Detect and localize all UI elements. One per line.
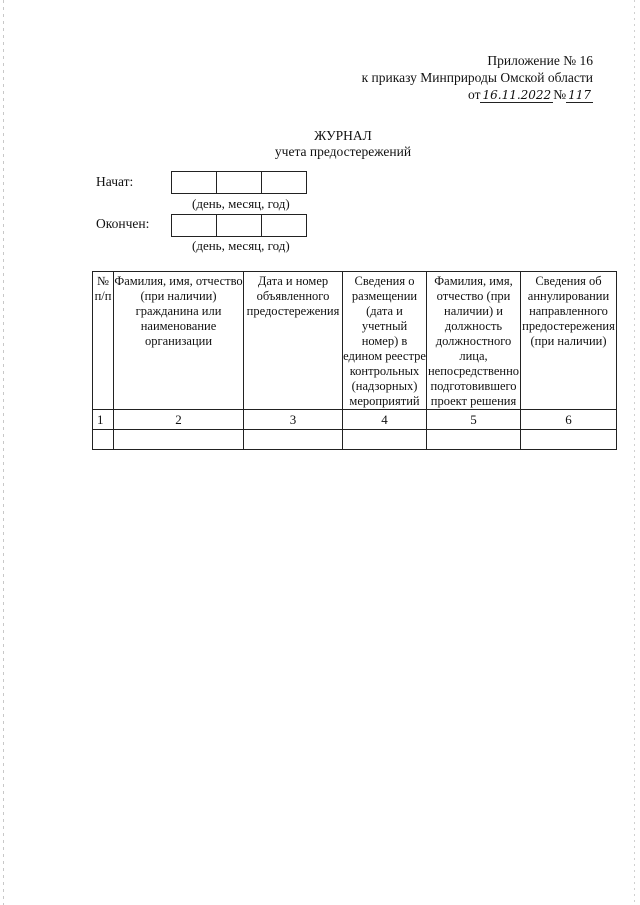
table-row	[93, 430, 617, 450]
finished-month-box[interactable]	[217, 215, 262, 236]
started-label: Начат:	[96, 174, 134, 189]
started-date-boxes	[171, 171, 307, 194]
column-number-4: 4	[343, 410, 427, 430]
column-number-5: 5	[427, 410, 521, 430]
table-header-row	[93, 272, 617, 410]
journal-title: ЖУРНАЛ	[314, 128, 372, 143]
appendix-number-sign: №	[553, 87, 567, 102]
appendix-order-ref: к приказу Минприроды Омской области	[361, 70, 593, 85]
empty-cell[interactable]	[521, 430, 617, 450]
empty-cell[interactable]	[427, 430, 521, 450]
handwritten-date: 16.11.2022	[482, 88, 552, 102]
empty-cell[interactable]	[93, 430, 114, 450]
journal-title-block	[0, 128, 640, 160]
header-official: Фамилия, имя, отчество (при наличии) и должность должностного лица, непосредственно подготовившего проект решения	[427, 272, 521, 410]
column-number-6: 6	[521, 410, 617, 430]
header-warning-date-number: Дата и номер объявленного предостережения	[244, 272, 343, 410]
header-number: № п/п	[93, 272, 114, 410]
header-full-name: Фамилия, имя, отчество (при наличии) гражданина или наименование организации	[114, 272, 244, 410]
column-number-2: 2	[114, 410, 244, 430]
appendix-header	[362, 52, 593, 103]
column-number-row	[93, 410, 617, 430]
column-number-1: 1	[93, 410, 114, 430]
started-date-hint: (день, месяц, год)	[192, 196, 290, 211]
journal-subtitle: учета предостережений	[274, 144, 412, 159]
finished-date-hint: (день, месяц, год)	[192, 238, 290, 253]
finished-year-box[interactable]	[262, 215, 306, 236]
finished-date-boxes	[171, 214, 307, 237]
appendix-date-line	[362, 86, 593, 103]
finished-label: Окончен:	[96, 216, 150, 231]
column-number-3: 3	[244, 410, 343, 430]
empty-cell[interactable]	[244, 430, 343, 450]
appendix-title: Приложение № 16	[487, 53, 593, 68]
started-year-box[interactable]	[262, 172, 306, 193]
journal-table	[92, 271, 617, 450]
started-month-box[interactable]	[217, 172, 262, 193]
header-cancellation: Сведения об аннулировании направленного предостережения (при наличии)	[521, 272, 617, 410]
empty-cell[interactable]	[343, 430, 427, 450]
started-day-box[interactable]	[172, 172, 217, 193]
finished-day-box[interactable]	[172, 215, 217, 236]
handwritten-number: 117	[568, 88, 591, 102]
header-registry-info: Сведения о размещении (дата и учетный номер) в едином реестре контрольных (надзорных) мероприятий	[343, 272, 427, 410]
appendix-from-prefix: от	[468, 87, 481, 102]
empty-cell[interactable]	[114, 430, 244, 450]
